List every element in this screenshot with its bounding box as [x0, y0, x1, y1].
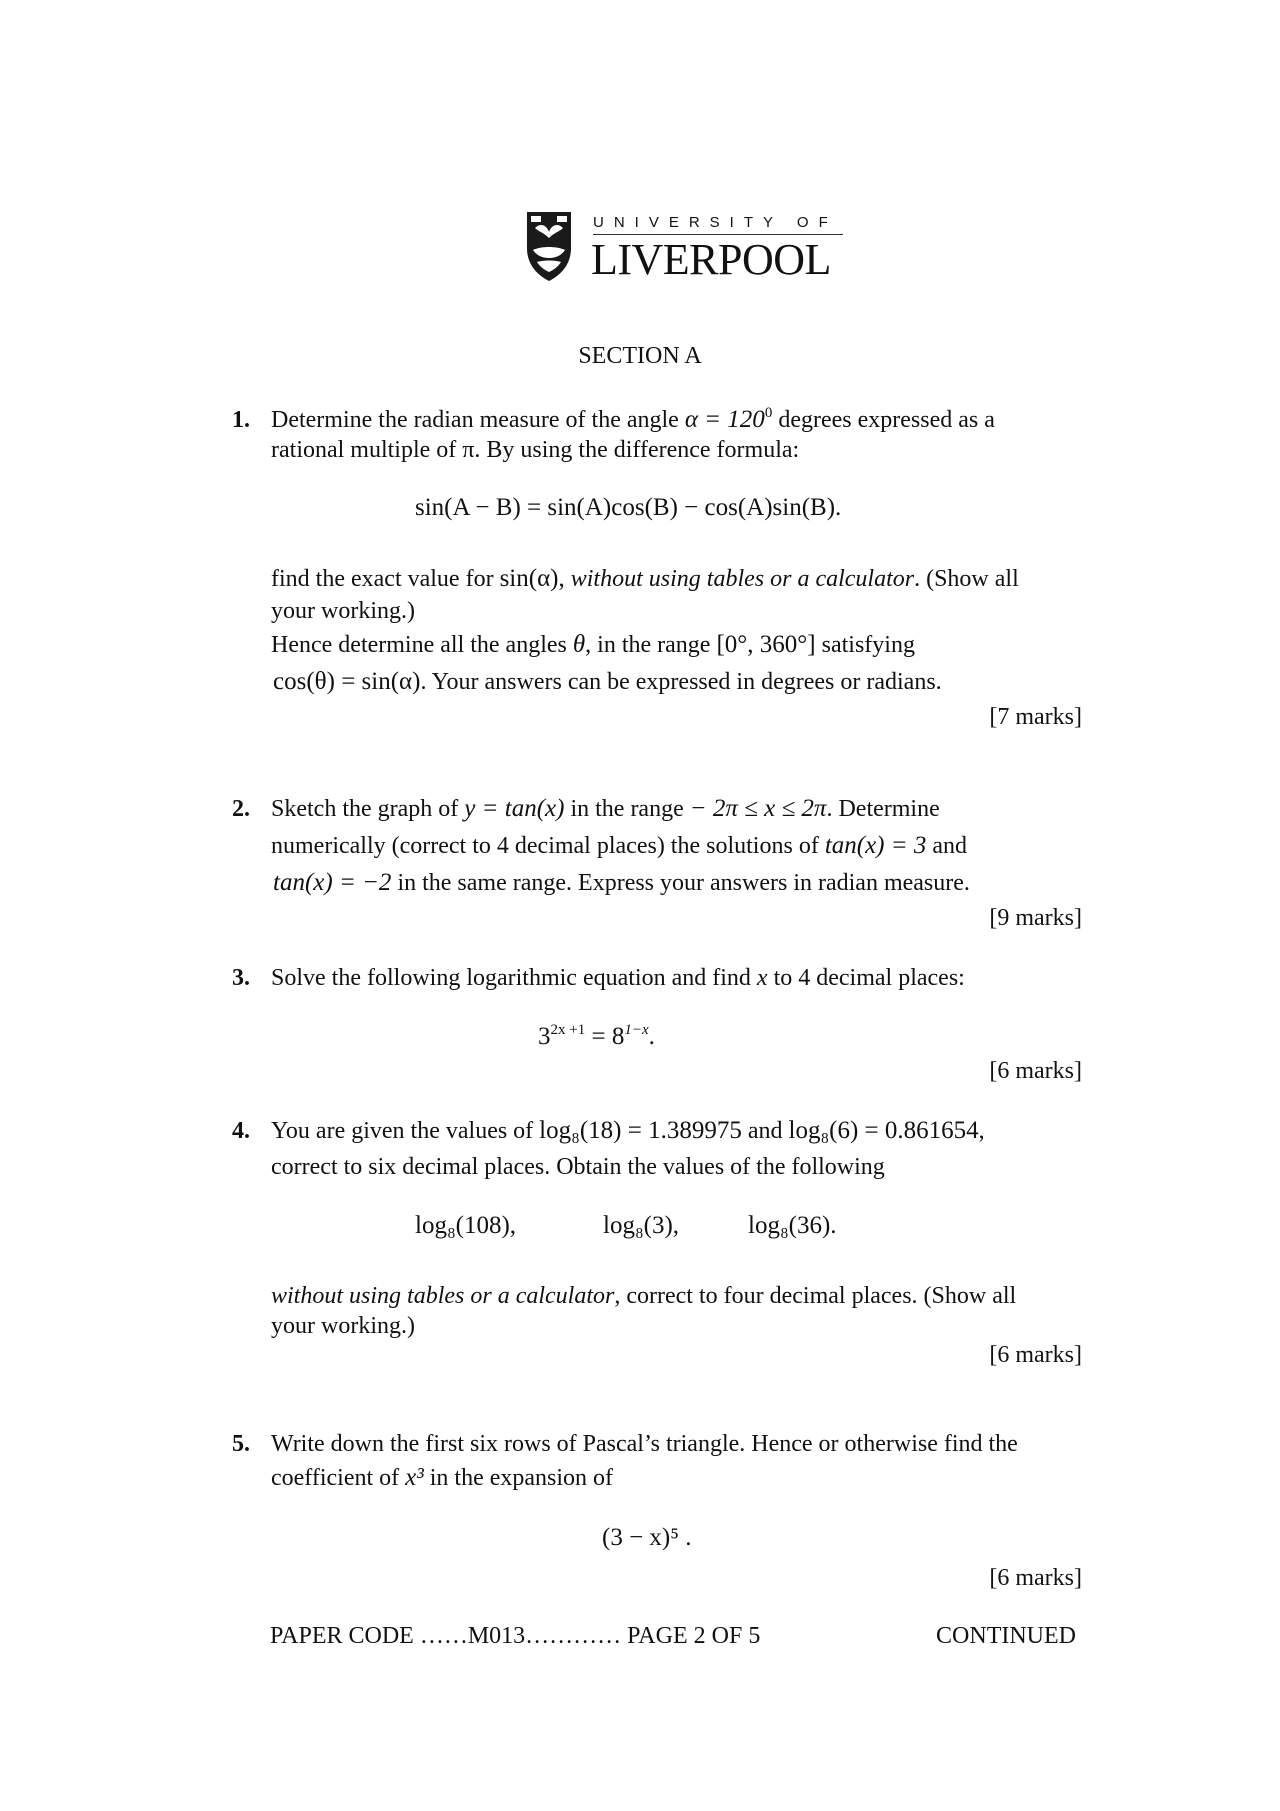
footer-continued: CONTINUED: [936, 1623, 1076, 1649]
q1-line-6: cos(θ) = sin(α). Your answers can be expressed in degrees or radians.: [273, 668, 942, 695]
q3-line-1: Solve the following logarithmic equation and find x to 4 decimal places:: [271, 965, 965, 991]
q4-marks: [6 marks]: [989, 1342, 1082, 1368]
q4-expr-3: log₈(36).: [748, 1212, 837, 1239]
footer-paper-code: PAPER CODE ……M013………… PAGE 2 OF 5: [270, 1623, 761, 1649]
question-number: 3.: [232, 965, 250, 991]
question-number: 2.: [232, 796, 250, 822]
crest-icon: [525, 210, 573, 282]
logo-liverpool: LIVERPOOL: [591, 235, 831, 284]
q1-line-5: Hence determine all the angles θ, in the range [0°, 360°] satisfying: [271, 631, 915, 658]
q5-marks: [6 marks]: [989, 1565, 1082, 1591]
logo-university-of: UNIVERSITY OF: [593, 214, 838, 231]
section-title: SECTION A: [578, 343, 702, 369]
question-number: 1.: [232, 407, 250, 433]
q4-expr-1: log₈(108),: [415, 1212, 517, 1239]
q3-equation: $3^{2x +1} = 8^{1-x}$.: [538, 1022, 655, 1050]
q5-line-2: coefficient of x³ in the expansion of: [271, 1464, 614, 1491]
q1-line-3: find the exact value for sin(α), without using tables or a calculator. (Show all: [271, 565, 1019, 592]
question-number: 5.: [232, 1431, 250, 1457]
q2-line-3: tan(x) = −2 in the same range. Express your answers in radian measure.: [273, 869, 970, 896]
question-number: 4.: [232, 1118, 250, 1144]
q4-line-3: without using tables or a calculator, correct to four decimal places. (Show all: [271, 1283, 1017, 1309]
q1-line-2: rational multiple of π. By using the difference formula:: [271, 437, 800, 463]
q5-expression: (3 − x)⁵ .: [602, 1524, 692, 1551]
q4-line-4: your working.): [271, 1313, 415, 1339]
q4-line-2: correct to six decimal places. Obtain the values of the following: [271, 1154, 885, 1180]
q3-marks: [6 marks]: [989, 1058, 1082, 1084]
q1-line-4: your working.): [271, 598, 415, 624]
q2-line-2: numerically (correct to 4 decimal places) the solutions of tan(x) = 3 and: [271, 832, 968, 859]
q2-line-1: Sketch the graph of y = tan(x) in the range − 2π ≤ x ≤ 2π. Determine: [271, 795, 940, 822]
q1-difference-formula: sin(A − B) = sin(A)cos(B) − cos(A)sin(B).: [415, 494, 842, 521]
q4-expr-2: log₈(3),: [603, 1212, 680, 1239]
q1-marks: [7 marks]: [989, 704, 1082, 730]
q2-marks: [9 marks]: [989, 905, 1082, 931]
q4-line-1: You are given the values of log₈(18) = 1.389975 and log₈(6) = 0.861654,: [271, 1117, 985, 1144]
q1-line-1: Determine the radian measure of the angle $\alpha = 120^0$ degrees expressed as a: [271, 405, 995, 433]
university-logo: [525, 208, 845, 284]
q5-line-1: Write down the first six rows of Pascal’s triangle. Hence or otherwise find the: [271, 1431, 1018, 1457]
